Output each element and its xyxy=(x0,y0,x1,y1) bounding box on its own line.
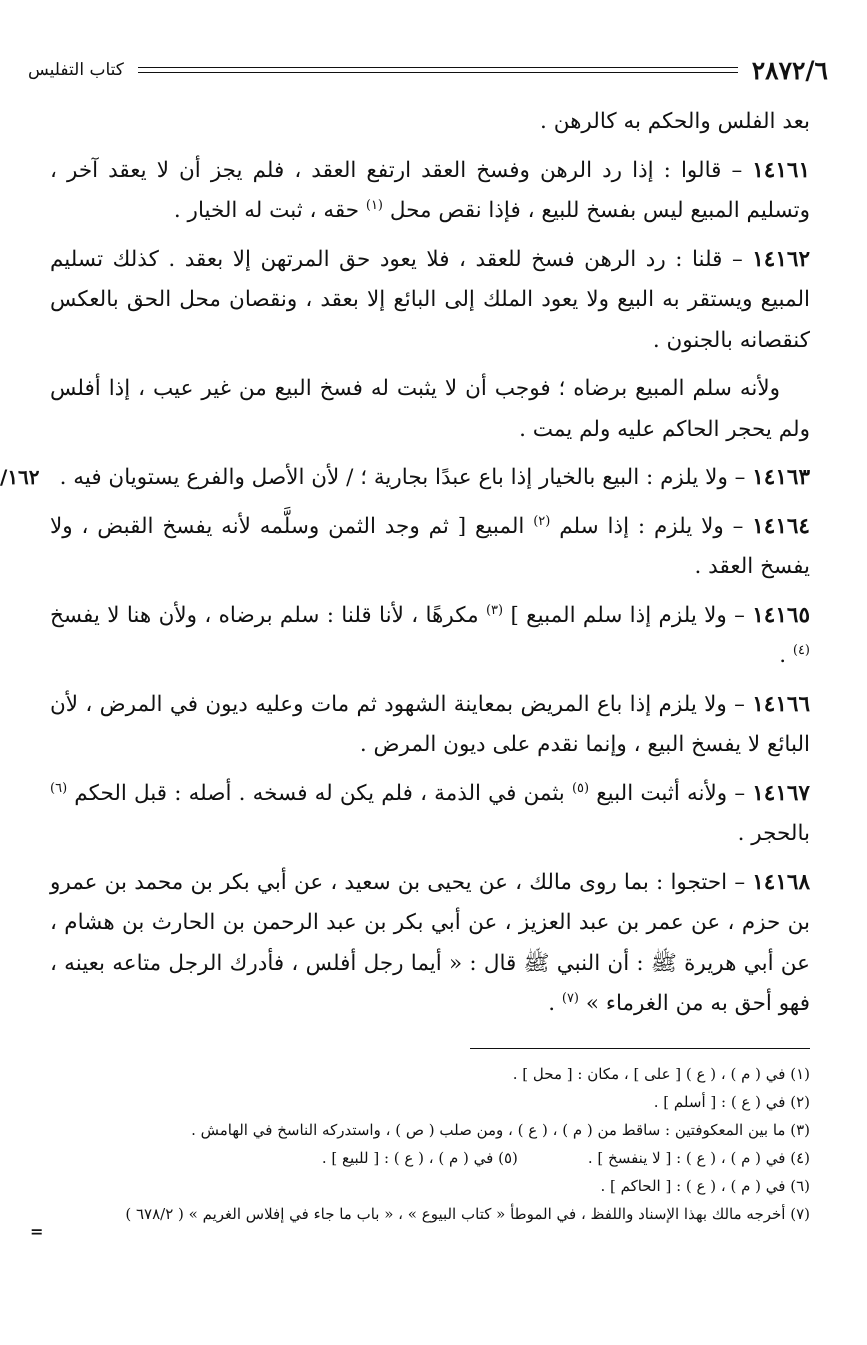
footnote-2: (٢) في ( ع ) : [ أسلم ] . xyxy=(653,1093,810,1111)
footnote-ref: (٦) xyxy=(50,780,68,796)
footnote-4: (٤) في ( م ) ، ( ع ) : [ لا ينفسخ ] . xyxy=(587,1149,810,1167)
footnote-5: (٥) في ( م ) ، ( ع ) : [ للبيع ] . xyxy=(321,1149,518,1167)
footnote-ref: (٢) xyxy=(533,513,551,529)
paragraph-number: ١٤١٦٤ xyxy=(752,513,810,539)
paragraph-text: ولأنه سلم المبيع برضاه ؛ فوجب أن لا يثبت له فسخ البيع من غير عيب ، إذا أفلس ولم يحجر الحاكم عليه ولم يمت . xyxy=(50,376,810,442)
paragraph-text: بعد الفلس والحكم به كالرهن . xyxy=(540,109,810,134)
footnote-row xyxy=(30,1144,810,1172)
paragraph-number: ١٤١٦٦ xyxy=(752,691,810,717)
paragraph-text-tail: مكرهًا ، لأنا قلنا : سلم برضاه ، ولأن هنا لا يفسخ xyxy=(50,602,486,628)
paragraph-text: – ولا يلزم : البيع بالخيار إذا باع عبدًا بجارية ؛ / لأن الأصل والفرع يستويان فيه . xyxy=(59,465,753,490)
footnote-ref: (٣) xyxy=(485,602,504,618)
paragraph-text: – قالوا : إذا رد الرهن وفسخ العقد ارتفع العقد ، فلم يجز أن لا يعقد آخر ، وتسليم المبيع ليس بفسخ للبيع ، فإذا نقص محل xyxy=(50,157,810,223)
footnote-3: (٣) ما بين المعكوفتين : ساقط من ( م ) ، ( ع ) ، ومن صلب ( ص ) ، واستدركه الناسخ في الهامش . xyxy=(191,1121,810,1139)
paragraph xyxy=(50,685,810,766)
paragraph-text: – قلنا : رد الرهن فسخ للعقد ، فلا يعود حق المرتهن إلا بعقد . كذلك تسليم المبيع ويستقر به البيع ولا يعود الملك إلى البائع إلا بعقد ، ونقصان محل الحق بالعكس كنقصانه بالجنون . xyxy=(50,246,810,353)
paragraph xyxy=(50,369,810,450)
paragraph-text-tail: المبيع [ ثم وجد الثمن وسلَّمه لأنه يفسخ القبض ، ولا يفسخ العقد . xyxy=(50,513,810,579)
paragraph-text: – احتجوا : بما روى مالك ، عن يحيى بن سعيد ، عن أبي بكر بن محمد بن عمرو بن حزم ، عن عمر بن عبد العزيز ، عن أبي بكر بن عبد الرحمن بن الحارث بن هشام ، عن أبي هريرة ﷺ : أن النبي ﷺ قال : « أيما رجل أفلس ، فأدرك الرجل متاعه بعينه ، فهو أحق به من الغرماء » xyxy=(50,869,810,1016)
paragraph xyxy=(50,863,810,1025)
main-text xyxy=(50,102,810,1033)
footnotes xyxy=(30,1060,810,1228)
footnote-ref: (٥) xyxy=(571,780,590,796)
paragraph xyxy=(50,507,810,588)
continuation-mark: = xyxy=(30,1222,44,1241)
paragraph-text: – ولا يلزم إذا سلم المبيع ] xyxy=(510,602,753,628)
paragraph-text-tail: . xyxy=(548,991,562,1016)
paragraph xyxy=(50,458,810,499)
paragraph-text: – ولأنه أثبت البيع xyxy=(596,780,753,806)
paragraph-text-tail: حقه ، ثبت له الخيار . xyxy=(173,198,366,223)
footnote-1: (١) في ( م ) ، ( ع ) [ على ] ، مكان : [ محل ] . xyxy=(512,1065,810,1083)
footnote-ref: (٧) xyxy=(561,990,579,1006)
footnote-6: (٦) في ( م ) ، ( ع ) : [ الحاكم ] . xyxy=(600,1177,810,1195)
paragraph-number: ١٤١٦٥ xyxy=(752,602,810,628)
margin-page-note: ١٦٢/ xyxy=(0,465,40,489)
paragraph-number: ١٤١٦٧ xyxy=(752,780,810,806)
book-title: كتاب التفليس xyxy=(28,60,124,80)
footnote-ref: (٤) xyxy=(792,642,810,658)
paragraph-number: ١٤١٦٢ xyxy=(752,246,810,272)
page-number: ٢٨٧٢/٦ xyxy=(751,55,828,85)
paragraph xyxy=(50,151,810,232)
paragraph xyxy=(50,102,810,143)
page-header xyxy=(28,50,828,90)
paragraph xyxy=(50,596,810,677)
paragraph-number: ١٤١٦١ xyxy=(752,157,810,183)
paragraph-text-tail: بثمن في الذمة ، فلم يكن له فسخه . أصله : قبل الحكم xyxy=(74,780,572,806)
paragraph xyxy=(50,240,810,362)
header-rule xyxy=(138,67,738,73)
paragraph-text: – ولا يلزم إذا باع المريض بمعاينة الشهود ثم مات وعليه ديون في المرض ، لأن البائع لا يفسخ البيع ، وإنما نقدم على ديون المرض . xyxy=(50,691,810,757)
paragraph-text-tail: . xyxy=(779,643,793,668)
paragraph xyxy=(50,774,810,855)
paragraph-number: ١٤١٦٣ xyxy=(752,465,810,490)
footnote-ref: (١) xyxy=(365,197,383,213)
paragraph-number: ١٤١٦٨ xyxy=(752,869,810,895)
footnote-7: (٧) أخرجه مالك بهذا الإسناد واللفظ ، في الموطأ « كتاب البيوع » ، « باب ما جاء في إفلاس الغريم » ( ٦٧٨/٢ ) xyxy=(125,1205,810,1223)
paragraph-text-tail: بالحجر . xyxy=(737,821,810,846)
footnote-divider xyxy=(470,1048,810,1049)
paragraph-text: – ولا يلزم : إذا سلم xyxy=(559,513,753,539)
